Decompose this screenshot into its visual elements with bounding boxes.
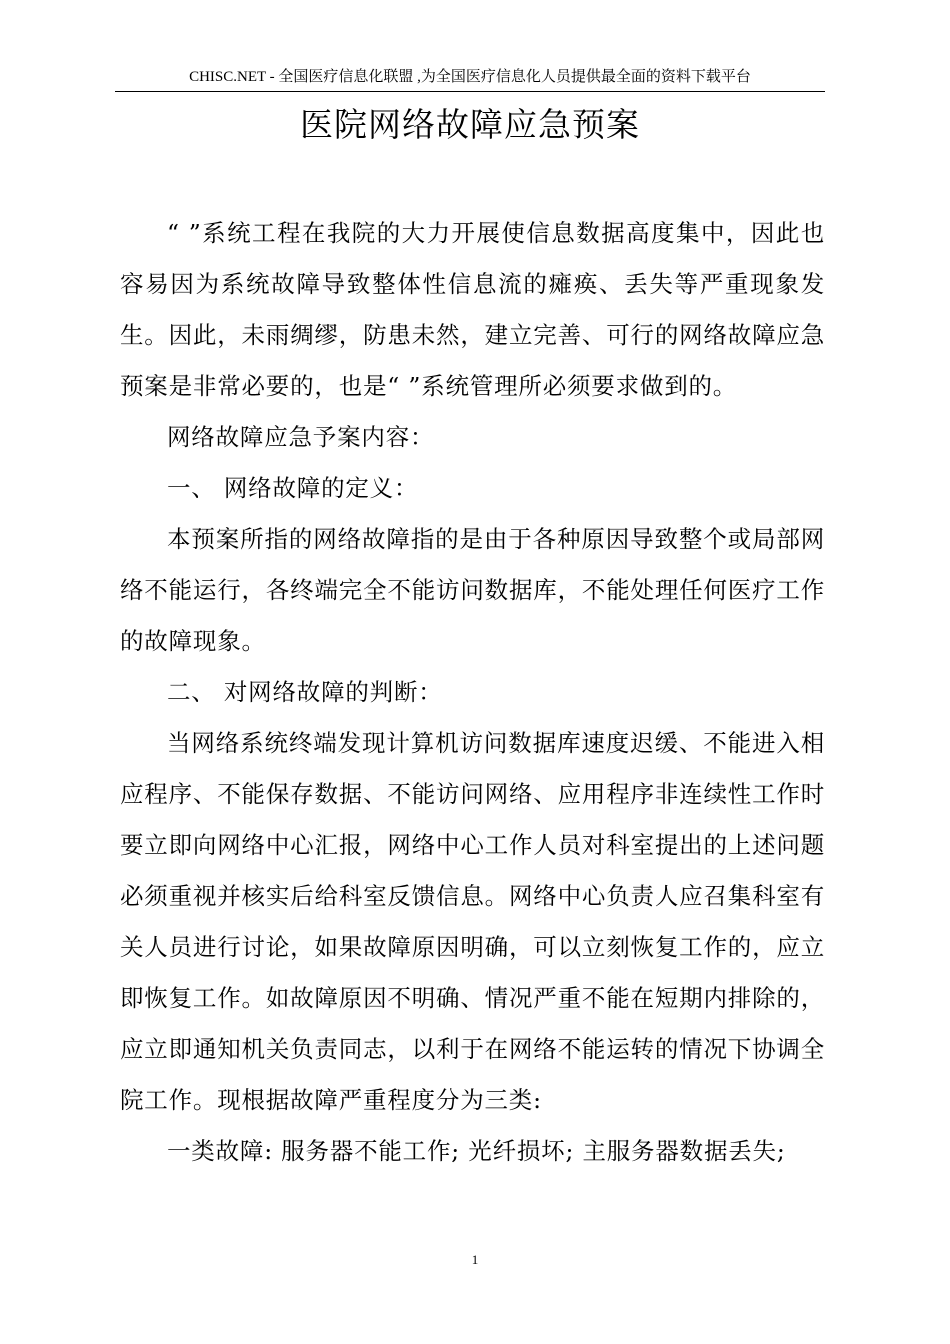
- class-one-fault-paragraph: 一类故障: 服务器不能工作; 光纤损坏; 主服务器数据丢失;: [167, 1137, 786, 1165]
- section-heading-definition: 一、 网络故障的定义：: [167, 474, 419, 502]
- running-header: CHISC.NET - 全国医疗信息化联盟 ,为全国医疗信息化人员提供最全面的资料下载平台: [189, 69, 751, 85]
- page-number: 1: [471, 1252, 479, 1267]
- section-heading-contents: 网络故障应急予案内容：: [167, 423, 435, 451]
- section-heading-judgment: 二、 对网络故障的判断：: [167, 678, 443, 706]
- definition-paragraph: 本预案所指的网络故障指的是由于各种原因导致整个或局部网络不能运行，各终端完全不能访问数据库，不能处理任何医疗工作的故障现象。: [120, 525, 825, 655]
- intro-paragraph: “ ”系统工程在我院的大力开展使信息数据高度集中，因此也容易因为系统故障导致整体性信息流的瘫痪、丢失等严重现象发生。因此，未雨绸缪，防患未然，建立完善、可行的网络故障应急预案是非常必要的，也是“ ”系统管理所必须要求做到的。: [120, 219, 825, 400]
- header-rule: [115, 91, 825, 92]
- document-title: 医院网络故障应急预案: [300, 105, 640, 144]
- document-body: [120, 208, 825, 1177]
- judgment-paragraph: 当网络系统终端发现计算机访问数据库速度迟缓、不能进入相应程序、不能保存数据、不能访问网络、应用程序非连续性工作时要立即向网络中心汇报，网络中心工作人员对科室提出的上述问题必须重视并核实后给科室反馈信息。网络中心负责人应召集科室有关人员进行讨论，如果故障原因明确，可以立刻恢复工作的，应立即恢复工作。如故障原因不明确、情况严重不能在短期内排除的，应立即通知机关负责同志，以利于在网络不能运转的情况下协调全院工作。现根据故障严重程度分为三类:: [120, 729, 825, 1114]
